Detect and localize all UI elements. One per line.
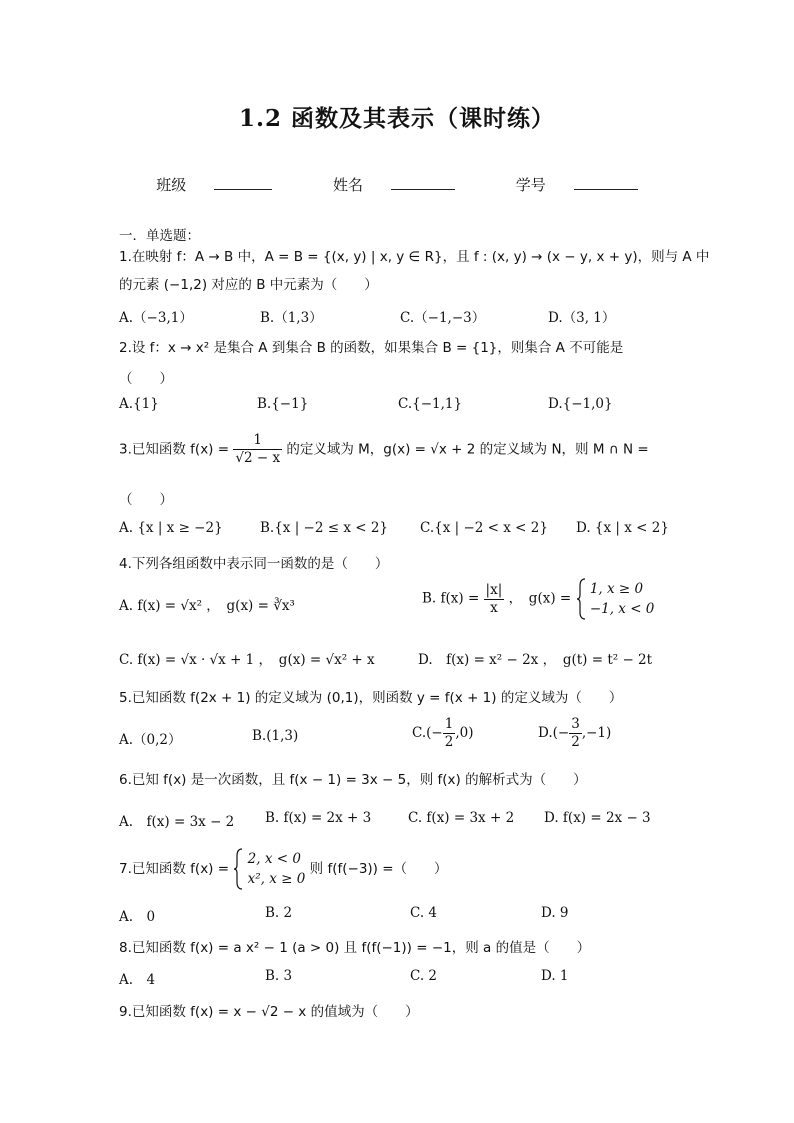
q6-option-b[interactable]: B. f(x) = 2x + 3 <box>265 810 372 826</box>
page-title: 1.2 函数及其表示（课时练） <box>238 105 556 132</box>
q1-option-a[interactable]: A.（−3,1） <box>119 310 193 326</box>
name-field <box>319 176 469 194</box>
q6-option-c[interactable]: C. f(x) = 3x + 2 <box>408 810 515 826</box>
q2-option-a[interactable]: A.{1} <box>119 396 159 412</box>
q5-stem: 5.已知函数 f(2x + 1) 的定义域为 (0,1)，则函数 y = f(x + 1) 的定义域为（ ） <box>119 690 623 706</box>
q1-stem-line2: 的元素 (−1,2) 对应的 B 中元素为（ ） <box>119 277 378 293</box>
left-brace-icon <box>576 578 586 620</box>
q3-stem-line2: （ ） <box>119 492 173 508</box>
q3-option-b[interactable]: B.{x | −2 ≤ x < 2} <box>260 520 389 536</box>
q4-option-a[interactable]: A. f(x) = √x² ， g(x) = ∛x³ <box>119 598 295 614</box>
q8-stem: 8.已知函数 f(x) = a x² − 1 (a > 0) 且 f(f(−1)) = −1，则 a 的值是（ ） <box>119 940 591 956</box>
q2-stem-line2: （ ） <box>119 371 173 387</box>
q7-rest: 则 f(f(−3)) =（ ） <box>309 861 448 877</box>
name-blank[interactable] <box>391 175 455 190</box>
student-info-row <box>0 174 794 195</box>
q3-fraction <box>233 432 282 467</box>
q4-stem: 4.下列各组函数中表示同一函数的是（ ） <box>119 556 389 572</box>
q7-case2: x², x ≥ 0 <box>247 871 306 887</box>
q7-case1: 2, x < 0 <box>247 851 301 867</box>
id-label: 学号 <box>515 176 546 194</box>
q5-option-c-numerator: 1 <box>444 716 454 732</box>
q3-denominator: √2 − x <box>235 450 281 466</box>
q6-stem: 6.已知 f(x) 是一次函数，且 f(x − 1) = 3x − 5，则 f(x) 的解析式为（ ） <box>119 772 587 788</box>
q5-option-a[interactable]: A.（0,2） <box>119 732 182 748</box>
q4-option-d[interactable]: D. f(x) = x² − 2x ， g(t) = t² − 2t <box>418 652 653 668</box>
q7-stem <box>119 848 448 890</box>
q1-option-d[interactable]: D.（3, 1） <box>548 310 616 326</box>
q5-option-d[interactable] <box>538 716 611 751</box>
q5-option-d-prefix: D.(− <box>538 725 570 741</box>
q5-option-c-prefix: C.(− <box>412 725 443 741</box>
q7-cases <box>248 849 306 889</box>
q4-option-b-case2: −1, x < 0 <box>589 601 655 617</box>
q5-option-c-denominator: 2 <box>444 734 454 750</box>
q9-stem: 9.已知函数 f(x) = x − √2 − x 的值域为（ ） <box>119 1004 419 1020</box>
id-field <box>502 176 652 194</box>
q5-option-c-fraction <box>443 716 456 751</box>
q1-option-b[interactable]: B.（1,3） <box>260 310 323 326</box>
q7-option-b[interactable]: B. 2 <box>265 905 293 921</box>
q3-numerator: 1 <box>253 432 262 448</box>
q5-option-c-suffix: ,0) <box>455 725 474 741</box>
q5-option-d-denominator: 2 <box>571 734 580 750</box>
q6-option-d[interactable]: D. f(x) = 2x − 3 <box>544 810 651 826</box>
q7-option-a[interactable]: A. 0 <box>119 909 156 925</box>
class-blank[interactable] <box>214 175 272 190</box>
id-blank[interactable] <box>574 175 638 190</box>
q1-option-c[interactable]: C.（−1,−3） <box>400 310 486 326</box>
q5-option-b[interactable]: B.(1,3) <box>252 728 299 744</box>
q4-option-b-fraction <box>484 582 505 617</box>
q3-stem-line1 <box>119 432 649 467</box>
class-label: 班级 <box>156 176 187 194</box>
q4-option-b[interactable] <box>422 578 654 620</box>
q4-option-b-prefix: B. f(x) = <box>422 590 480 607</box>
q3-option-c[interactable]: C.{x | −2 < x < 2} <box>420 520 548 536</box>
q4-option-c[interactable]: C. f(x) = √x · √x + 1 ， g(x) = √x² + x <box>119 652 375 668</box>
q4-option-b-numerator: |x| <box>485 581 503 598</box>
q1-stem-line1: 1.在映射 f：A → B 中，A = B = {(x, y) | x, y ∈ R}，且 f : (x, y) → (x − y, x + y)，则与 A 中 <box>119 249 710 265</box>
q3-option-a[interactable]: A. {x | x ≥ −2} <box>119 520 223 536</box>
q6-option-a[interactable]: A. f(x) = 3x − 2 <box>119 814 235 830</box>
q3-option-d[interactable]: D. {x | x < 2} <box>576 520 669 536</box>
q7-option-d[interactable]: D. 9 <box>541 905 569 921</box>
left-brace-icon <box>233 848 243 890</box>
name-label: 姓名 <box>332 176 363 194</box>
q4-option-b-mid: ， g(x) = <box>508 590 572 607</box>
q8-option-d[interactable]: D. 1 <box>541 968 569 984</box>
q2-option-d[interactable]: D.{−1,0} <box>548 396 613 412</box>
q8-option-b[interactable]: B. 3 <box>265 968 293 984</box>
q5-option-d-fraction <box>569 716 582 751</box>
q8-option-c[interactable]: C. 2 <box>410 968 438 984</box>
q7-option-c[interactable]: C. 4 <box>410 905 438 921</box>
q4-option-b-denominator: x <box>484 599 505 617</box>
q2-stem-line1: 2.设 f：x → x² 是集合 A 到集合 B 的函数，如果集合 B = {1}，则集合 A 不可能是 <box>119 340 624 356</box>
class-field <box>142 176 286 194</box>
q3-rest: 的定义域为 M，g(x) = √x + 2 的定义域为 N，则 M ∩ N = <box>286 441 649 458</box>
q4-option-b-case1: 1, x ≥ 0 <box>589 581 644 597</box>
q5-option-d-numerator: 3 <box>571 716 580 732</box>
q2-option-b[interactable]: B.{−1} <box>257 396 309 412</box>
q5-option-c[interactable] <box>412 716 473 751</box>
q8-option-a[interactable]: A. 4 <box>119 972 156 988</box>
section-heading: 一．单选题： <box>119 228 200 244</box>
q5-option-d-suffix: ,−1) <box>581 725 612 741</box>
q3-prefix: 3.已知函数 f(x) = <box>119 441 230 458</box>
q2-option-c[interactable]: C.{−1,1} <box>398 396 463 412</box>
q4-option-b-cases <box>590 579 655 619</box>
q7-prefix: 7.已知函数 f(x) = <box>119 861 230 877</box>
